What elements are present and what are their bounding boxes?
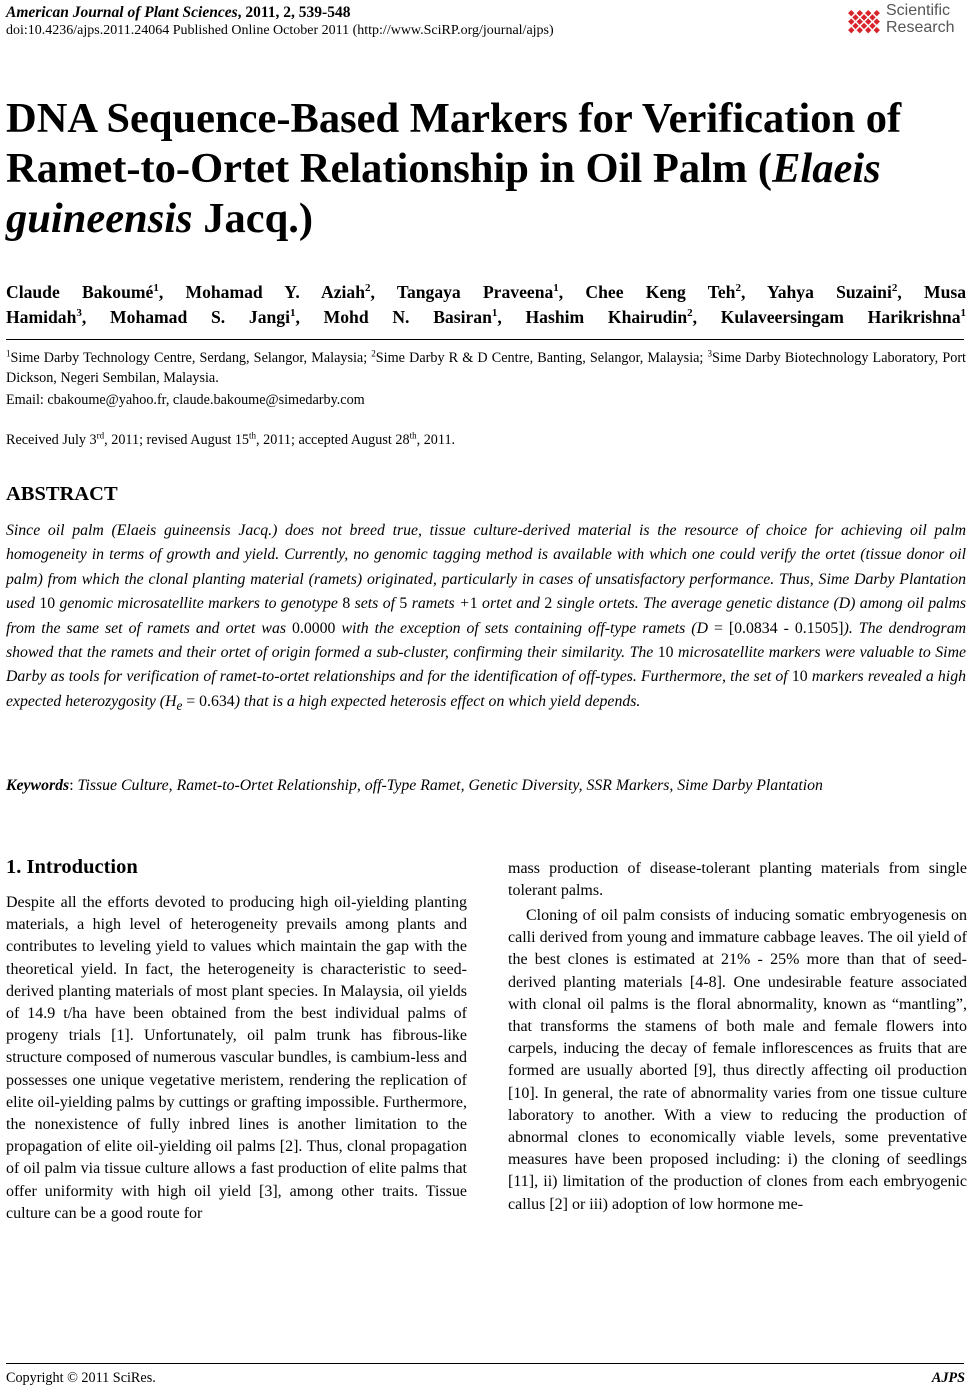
abstract-text-1: Since oil palm (	[6, 522, 117, 539]
affiliation-2-sup: 2	[371, 348, 376, 359]
line1-author-3-separator: ,	[740, 282, 767, 302]
publisher-logo-icon	[846, 4, 882, 40]
section-heading-introduction: 1. Introduction	[6, 856, 138, 878]
author-line-1	[6, 282, 966, 302]
abstract-number-single-ortets: 2	[544, 595, 553, 613]
abstract-text-10: ). The dendrogram showed that the ramets and their ortet of origin formed a sub-cluster, confirming their similarity. The	[6, 619, 967, 662]
line2-author-4: Kulaveersingam Harikrishna	[720, 307, 961, 327]
keywords	[6, 774, 966, 798]
logo-line-1: Scientific	[886, 2, 951, 19]
line2-author-3: Hashim Khairudin	[525, 307, 688, 327]
abstract-number-markers-3: 10	[791, 668, 808, 686]
abstract-number-ortet: 1	[469, 595, 478, 613]
line2-author-0: Hamidah	[6, 307, 77, 327]
abstract-text-8: ) among oil palms from the same set of ramets and ortet was	[6, 595, 966, 637]
line2-author-2: Mohd N. Basiran	[323, 307, 492, 327]
line2-author-2-separator: ,	[497, 307, 526, 327]
line1-author-3: Chee Keng Teh	[585, 282, 736, 302]
abstract-text-12: markers revealed a high expected heterozygosity (	[6, 668, 966, 710]
line2-author-1: Mohamad S. Jangi	[110, 307, 290, 327]
abstract-distance-range: = [0.0834 - 0.1505]	[707, 619, 844, 637]
abstract-distance-value: 0.0000	[292, 619, 336, 637]
abstract-species: Elaeis guineensis Jacq	[116, 522, 269, 539]
line1-author-0: Claude Bakoumé	[6, 282, 154, 302]
doi-line: doi:10.4236/ajps.2011.24064 Published Online October 2011 (http://www.SciRP.org/journal/ajps)	[6, 23, 554, 38]
abstract-text-13: ) that is a high expected heterosis effect on which yield depends.	[234, 692, 641, 710]
line1-author-2-affiliation: 1	[553, 282, 559, 295]
abstract-number-markers-2: 10	[657, 644, 674, 662]
keywords-list: Tissue Culture, Ramet-to-Ortet Relationship, off-Type Ramet, Genetic Diversity, SSR Markers, Sime Darby Plantation	[77, 777, 823, 794]
journal-header	[6, 3, 350, 22]
abstract-heterozygosity-value: = 0.634	[182, 692, 235, 710]
line2-author-3-separator: ,	[692, 307, 721, 327]
abstract-text-7: single ortets. The average genetic distance (	[552, 595, 839, 613]
line1-author-5: Musa	[923, 282, 967, 302]
title-part-2: Jacq.)	[192, 195, 313, 242]
abstract-symbol-d-2: D	[696, 619, 708, 637]
line2-author-1-affiliation: 1	[290, 307, 296, 320]
abstract-number-sets: 8	[342, 595, 351, 613]
footer-divider	[6, 1363, 964, 1364]
abstract-text-11: microsatellite markers were valuable to Sime Darby as tools for verification of ramet-to-ortet relationships and for the identification of off-types. Furthermore, the set of	[6, 644, 966, 686]
line2-author-1-separator: ,	[295, 307, 324, 327]
line1-author-4-affiliation: 2	[891, 282, 898, 295]
line1-author-1-affiliation: 2	[365, 282, 371, 295]
line1-author-2-separator: ,	[558, 282, 586, 302]
line1-author-4: Yahya Suzaini	[766, 282, 892, 302]
footer-copyright: Copyright © 2011 SciRes.	[6, 1370, 156, 1386]
keywords-label: Keywords	[6, 777, 70, 794]
abstract-text-5: ramets +	[407, 595, 470, 613]
publisher-logo	[846, 2, 968, 44]
author-line-2	[6, 305, 966, 330]
abstract-text-3: genomic microsatellite markers to genotype	[55, 595, 343, 613]
affiliation-1-sup: 1	[6, 348, 11, 359]
intro-right-column-paragraph: Cloning of oil palm consists of inducing somatic embryogenesis on calli derived from young and immature cabbage leaves. The oil yield of the best clones is estimated at 21% - 25% more than that of seed-derived planting materials [4-8]. One undesirable feature associated with clonal oil palms is the floral abnormality, known as “mantling”, that transforms the stamens of both male and female flowers into carpels, inducing the decay of female inflorescences as fruits that are formed are usually aborted [9], thus directly affecting oil production [10]. In general, the rate of abnormality varies from one tissue culture laboratory to another. With a view to reducing the production of abnormal clones to economically viable levels, some preventative measures have been proposed including: i) the cloning of seedlings [11], ii) limitation of the production of clones from each embryogenic callus [2] or iii) adoption of low hormone me-	[508, 907, 967, 1213]
received-dates	[6, 430, 455, 450]
revised-date-sup: th	[249, 430, 257, 441]
affiliations	[6, 348, 966, 388]
journal-volume-info: , 2011, 2, 539-548	[237, 4, 351, 21]
abstract-number-markers: 10	[39, 595, 56, 613]
affiliation-1: Sime Darby Technology Centre, Serdang, Selangor, Malaysia;	[10, 350, 372, 366]
abstract-body	[6, 519, 966, 718]
affiliation-2: Sime Darby R & D Centre, Banting, Selangor, Malaysia;	[375, 350, 708, 366]
line2-author-4-affiliation: 1	[960, 307, 967, 320]
footer-journal-abbr: AJPS	[931, 1370, 965, 1386]
abstract-text-4: sets of	[350, 595, 400, 613]
line1-author-2: Tangaya Praveena	[396, 282, 554, 302]
line1-author-1-separator: ,	[370, 282, 397, 302]
accepted-date-sup: th	[409, 430, 417, 441]
line2-author-0-separator: ,	[81, 307, 111, 327]
line1-author-4-separator: ,	[897, 282, 924, 302]
abstract-number-ramets: 5	[399, 595, 408, 613]
abstract-heading: ABSTRACT	[6, 483, 118, 505]
publisher-logo-text	[886, 2, 954, 36]
line1-author-0-affiliation: 1	[153, 282, 159, 295]
paper-title	[6, 94, 961, 244]
intro-right-column-continued: mass production of disease-tolerant planting materials from single tolerant palms.	[508, 860, 967, 900]
received-date-sup: rd	[96, 430, 105, 441]
keywords-colon: :	[69, 777, 78, 794]
intro-left-column: Despite all the efforts devoted to producing high oil-yielding planting materials, a high level of heterogeneity prevails among plants and contributes to leveling yield to values which maintain the gap with the theoretical yield. In fact, the heterogeneity is characteristic to seed-derived planting materials of most plant species. In Malaysia, oil yields of 14.9 t/ha have been obtained from the best individual palms of progeny trials [1]. Unfortunately, oil palm trunk has fibrous-like structure composed of numerous vascular bundles, is cambium-less and possesses one unique vegetative meristem, rendering the replication of elite oil-yielding palms by cuttings or grafting impossible. Furthermore, the nonexistence of fully inbred lines is another limitation to the propagation of elite oil-yielding oil palms [2]. Thus, clonal propagation of oil palm via tissue culture allows a fast production of elite palms that offer uniformity with high oil yield [3], among other traits. Tissue culture can be a good route for	[6, 894, 467, 1222]
line1-author-1: Mohamad Y. Aziah	[185, 282, 366, 302]
line2-author-0-affiliation: 3	[76, 307, 82, 320]
abstract-symbol-d: D	[838, 595, 851, 613]
abstract-text-2: .) does not breed true, tissue culture-derived material is the resource of choice for achieving oil palm homogeneity in terms of growth and yield. Currently, no genomic tagging method is available with which one could verify the ortet (tissue donor oil palm) from which the clonal planting material (ramets) originated, particularly in cases of unsatisfactory performance. Thus, Sime Darby Plantation used	[6, 522, 966, 613]
revised-date: , 2011; revised August 15	[104, 432, 250, 448]
contact-email: Email: cbakoume@yahoo.fr, claude.bakoume@simedarby.com	[6, 392, 365, 408]
line2-author-2-affiliation: 1	[491, 307, 498, 320]
author-list	[6, 280, 966, 330]
logo-line-2: Research	[886, 19, 955, 36]
accepted-date: , 2011; accepted August 28	[256, 432, 410, 448]
abstract-symbol-h-sub: e	[176, 698, 183, 713]
title-part-1: DNA Sequence-Based Markers for Verification of Ramet-to-Ortet Relationship in Oil Palm (	[6, 95, 902, 192]
received-date: Received July 3	[6, 432, 97, 448]
affiliation-3: Sime Darby Biotechnology Laboratory, Port Dickson, Negeri Sembilan, Malaysia.	[6, 350, 966, 386]
journal-name: American Journal of Plant Sciences	[6, 4, 238, 21]
line1-author-3-affiliation: 2	[735, 282, 741, 295]
line1-author-0-separator: ,	[158, 282, 186, 302]
abstract-symbol-h: H	[165, 692, 177, 710]
author-divider	[6, 339, 964, 340]
abstract-text-6: ortet and	[477, 595, 545, 613]
abstract-text-9: with the exception of sets containing off-type ramets (	[335, 619, 697, 637]
title-species-italic: Elaeis guineensis	[6, 145, 881, 242]
affiliation-3-sup: 3	[707, 348, 713, 359]
accepted-year: , 2011.	[416, 432, 456, 448]
line2-author-3-affiliation: 2	[687, 307, 693, 320]
